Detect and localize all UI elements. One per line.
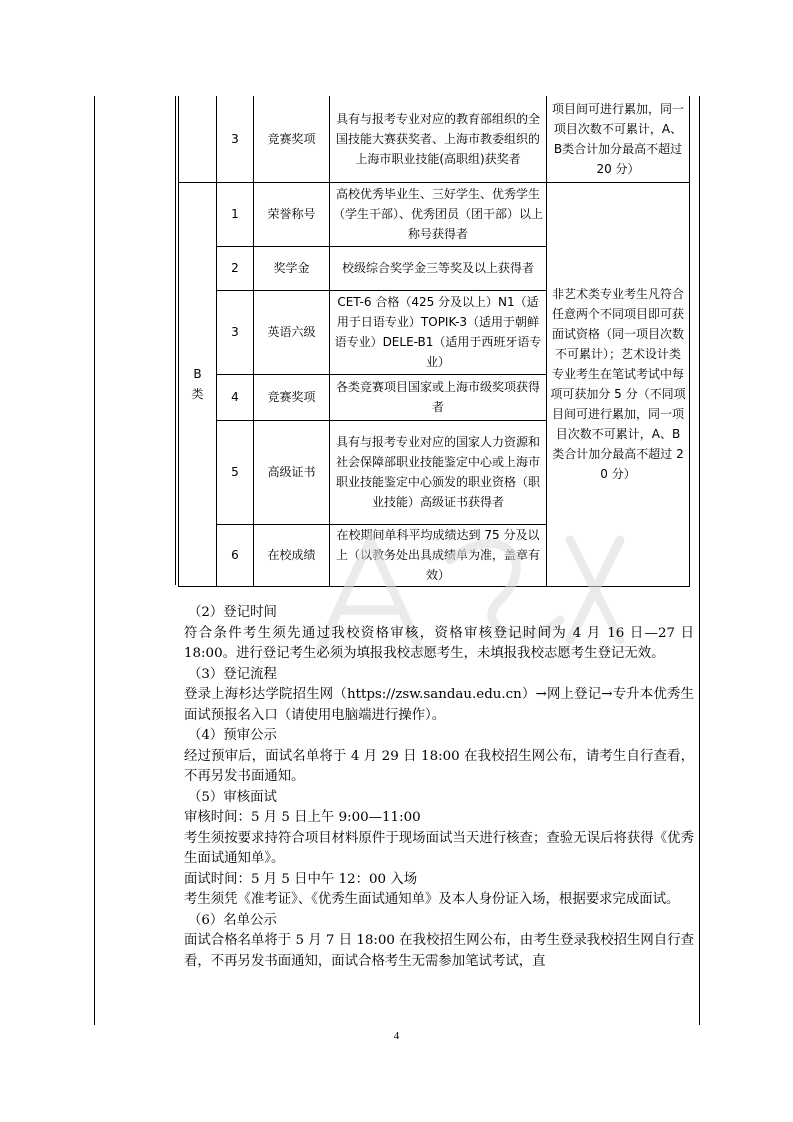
category-a-remark: 项目间可进行累加，同一项目次数不可累计，A、B类合计加分最高不超过 20 分） <box>547 96 690 182</box>
item-description: 在校期间单科平均成绩达到 75 分及以上（以教务处出具成绩单为准，盖章有效） <box>330 524 547 586</box>
section-heading: （6）名单公示 <box>188 912 277 928</box>
item-description: 具有与报考专业对应的国家人力资源和社会保障部职业技能鉴定中心或上海市职业技能鉴定中心颁发的职业资格（职业技能）高级证书获得者 <box>330 420 547 524</box>
row-number: 5 <box>217 420 254 524</box>
category-b-remark: 非艺术类专业考生凡符合任意两个不同项目即可获面试资格（同一项目次数不可累计）；艺术设计类专业考生在笔试考试中每项可获加分 5 分（不同项目间可进行累加，同一项目次数不可累计，A、B 类合计加分最高不超过 20 分） <box>547 182 690 586</box>
item-description: CET-6 合格（425 分及以上）N1（适用于日语专业）TOPIK-3（适用于朝鲜语专业）DELE-B1（适用于西班牙语专业） <box>330 290 547 374</box>
row-number: 3 <box>217 290 254 374</box>
row-number: 2 <box>217 246 254 290</box>
section-paragraph: 经过预审后，面试名单将于 4 月 29 日 18:00 在我校招生网公布，请考生自行查看，不再另发书面通知。 <box>184 748 694 784</box>
item-name: 高级证书 <box>254 420 330 524</box>
section-paragraph: 考生须按要求持符合项目材料原件于现场面试当天进行核查；查验无误后将获得《优秀生面试通知单》。 <box>184 830 694 866</box>
section-paragraph: 审核时间：5 月 5 日上午 9:00—11:00 <box>184 810 421 825</box>
item-description: 具有与报考专业对应的教育部组织的全国技能大赛获奖者、上海市教委组织的上海市职业技能(高职组)获奖者 <box>330 96 547 182</box>
category-b-label: B 类 <box>179 182 217 586</box>
body-text <box>184 603 694 972</box>
page-number: 4 <box>393 1030 400 1042</box>
table-row <box>179 182 690 246</box>
row-number: 3 <box>217 96 254 182</box>
item-name: 在校成绩 <box>254 524 330 586</box>
item-description: 高校优秀毕业生、三好学生、优秀学生（学生干部）、优秀团员（团干部）以上称号获得者 <box>330 182 547 246</box>
section-paragraph: 面试合格名单将于 5 月 7 日 18:00 在我校招生网公布，由考生登录我校招生网自行查看，不再另发书面通知，面试合格考生无需参加笔试考试，直 <box>184 933 694 969</box>
item-description: 各类竞赛项目国家或上海市级奖项获得者 <box>330 374 547 420</box>
section-paragraph: 登录上海杉达学院招生网（https://zsw.sandau.edu.cn）→网上登记→专升本优秀生面试预报名入口（请使用电脑端进行操作）。 <box>184 687 694 723</box>
item-name: 竞赛奖项 <box>254 374 330 420</box>
item-name: 竞赛奖项 <box>254 96 330 182</box>
category-a-continued <box>179 96 217 182</box>
left-column-divider <box>175 96 176 585</box>
section-heading: （4）预审公示 <box>188 728 277 743</box>
item-name: 荣誉称号 <box>254 182 330 246</box>
section-paragraph: 符合条件考生须先通过我校资格审核，资格审核登记时间为 4 月 16 日—27 日 18:00。进行登记考生必须为填报我校志愿考生，未填报我校志愿考生登记无效。 <box>184 625 694 661</box>
section-heading: （5）审核面试 <box>188 789 277 805</box>
item-name: 奖学金 <box>254 246 330 290</box>
table-row <box>179 96 690 182</box>
item-name: 英语六级 <box>254 290 330 374</box>
section-paragraph: 考生须凭《准考证》、《优秀生面试通知单》及本人身份证入场，根据要求完成面试。 <box>184 892 680 907</box>
section-heading: （2）登记时间 <box>188 605 277 620</box>
item-description: 校级综合奖学金三等奖及以上获得者 <box>330 246 547 290</box>
section-paragraph: 面试时间：5 月 5 日中午 12：00 入场 <box>184 871 418 887</box>
criteria-table <box>178 96 690 587</box>
row-number: 1 <box>217 182 254 246</box>
section-heading: （3）登记流程 <box>188 666 277 682</box>
row-number: 6 <box>217 524 254 586</box>
row-number: 4 <box>217 374 254 420</box>
